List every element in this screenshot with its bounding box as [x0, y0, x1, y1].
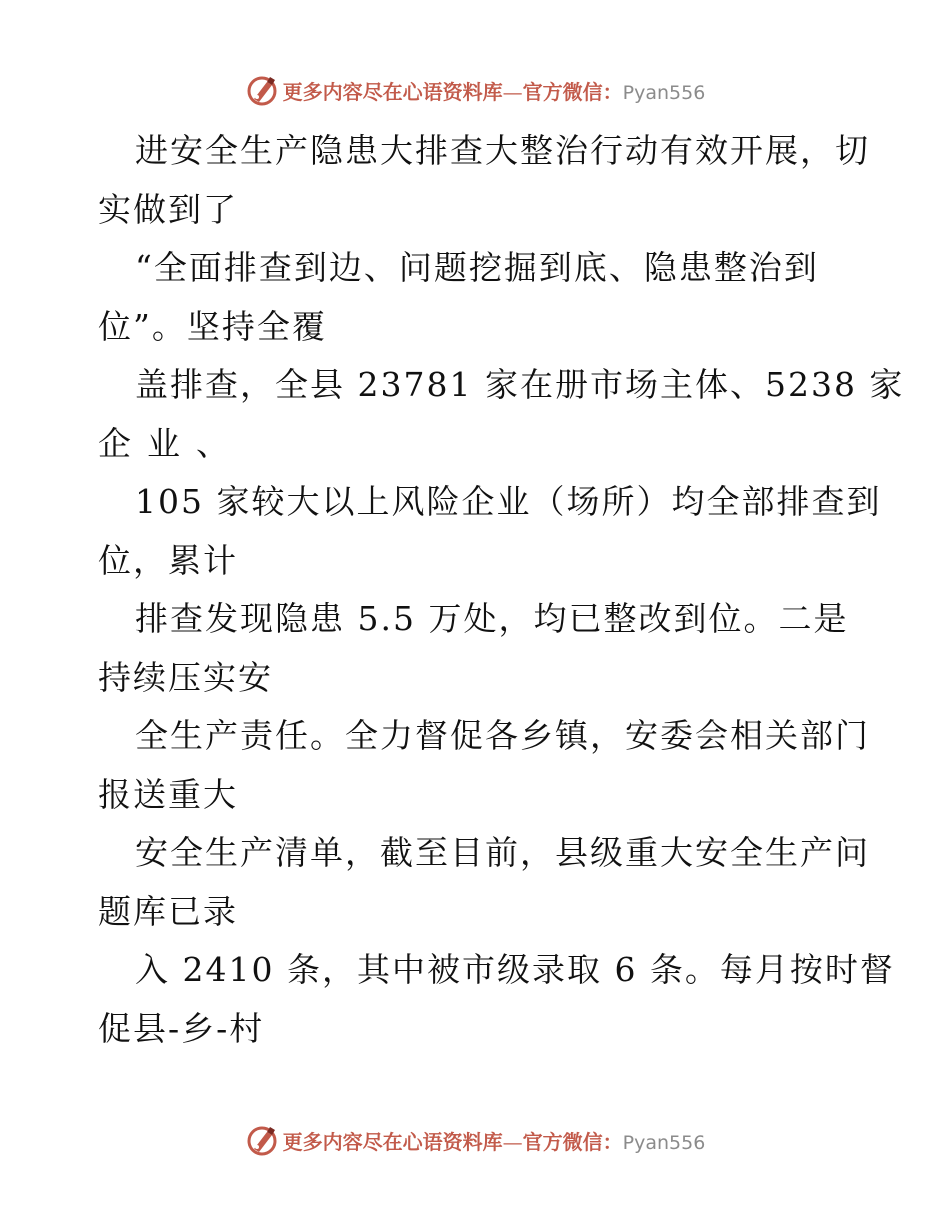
paragraph-line: 盖排查，全县 23781 家在册市场主体、5238 家	[135, 365, 905, 404]
banner-wechat-id: Pyan556	[622, 81, 706, 104]
paragraph-line: 持续压实安	[98, 657, 273, 697]
footer-banner	[0, 1120, 950, 1160]
banner-label	[283, 76, 706, 105]
paragraph-line: 题库已录	[98, 891, 238, 931]
paragraph-line: 全生产责任。全力督促各乡镇，安委会相关部门	[135, 716, 870, 755]
banner-separator: —	[502, 1129, 523, 1154]
banner-label	[283, 1126, 706, 1155]
paragraph-line: 排查发现隐患 5.5 万处，均已整改到位。二是	[135, 599, 849, 638]
paragraph-line: 位，累计	[98, 540, 238, 580]
banner-wechat-label: 官方微信：	[522, 1129, 623, 1154]
paragraph-line: “全面排查到边、问题挖掘到底、隐患整治到	[135, 248, 819, 287]
paragraph-line: 促县-乡-村	[98, 1008, 265, 1048]
header-banner	[0, 70, 950, 110]
paragraph-line: 入 2410 条，其中被市级录取 6 条。每月按时督	[135, 950, 895, 989]
banner-wechat-id: Pyan556	[622, 1131, 706, 1154]
paragraph-line: 实做到了	[98, 189, 238, 229]
paragraph-line: 位”。坚持全覆	[98, 306, 327, 346]
pen-logo-icon	[245, 1123, 279, 1157]
banner-separator: —	[502, 79, 523, 104]
paragraph-line: 进安全生产隐患大排查大整治行动有效开展，切	[135, 131, 870, 170]
pen-logo-icon	[245, 73, 279, 107]
banner-main-text: 更多内容尽在心语资料库	[282, 1129, 503, 1154]
banner-main-text: 更多内容尽在心语资料库	[282, 79, 503, 104]
paragraph-line: 105 家较大以上风险企业（场所）均全部排查到	[135, 482, 882, 521]
paragraph-line: 企业、	[98, 423, 245, 463]
paragraph-line: 安全生产清单，截至目前，县级重大安全生产问	[135, 833, 870, 872]
paragraph-line: 报送重大	[98, 774, 238, 814]
document-body	[98, 122, 905, 1058]
banner-wechat-label: 官方微信：	[522, 79, 623, 104]
